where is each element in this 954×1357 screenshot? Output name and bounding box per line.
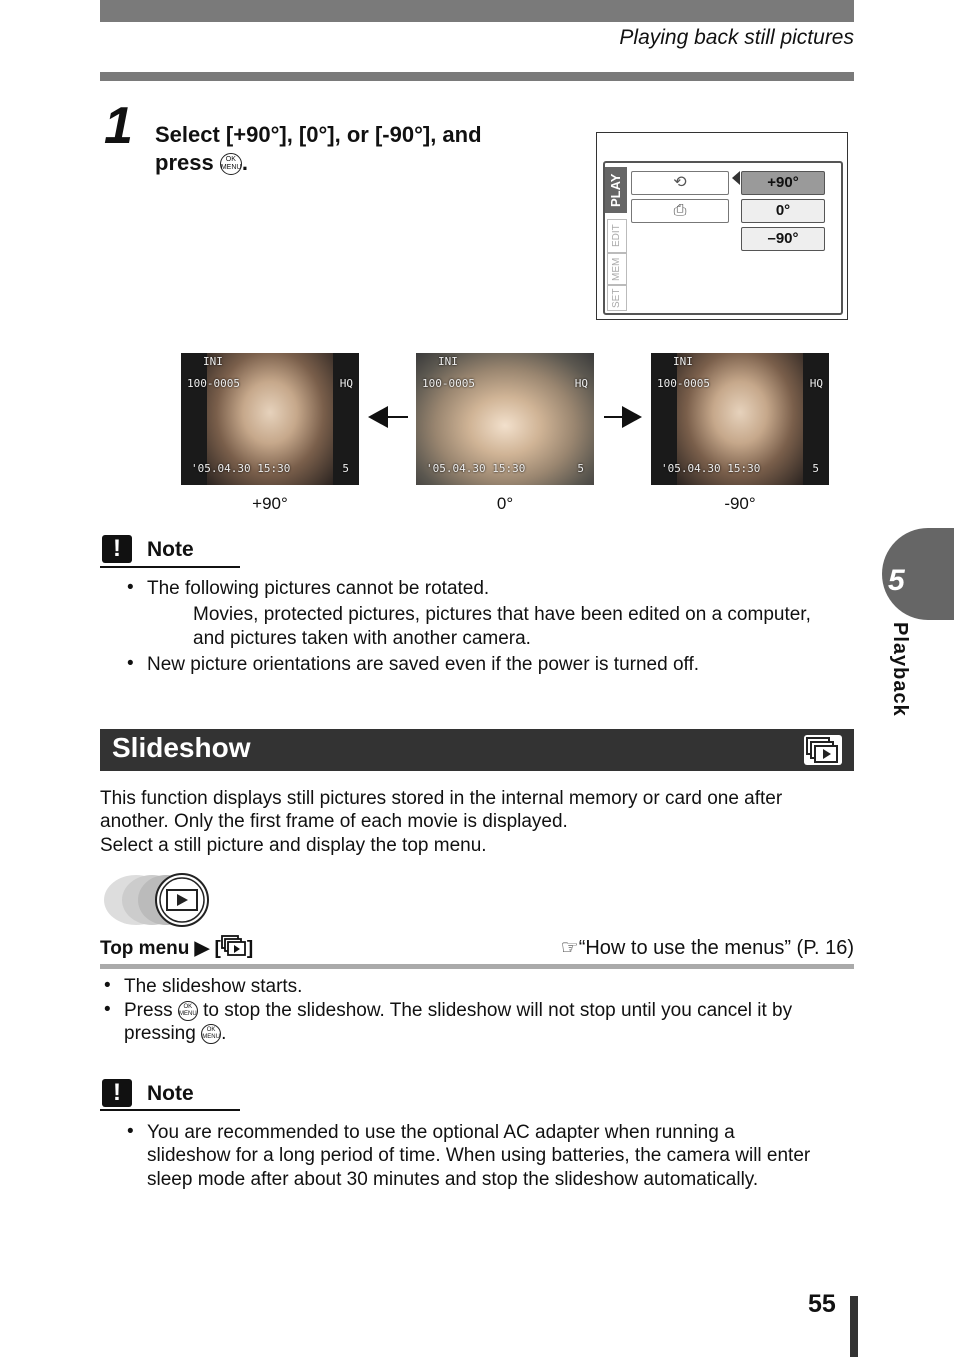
- note1-bullet1: The following pictures cannot be rotated.: [147, 578, 490, 599]
- menu-reference: ☞“How to use the menus” (P. 16): [560, 937, 854, 959]
- note-rule: [100, 1109, 240, 1111]
- option-plus90: +90°: [741, 171, 825, 195]
- note-rule: [100, 566, 240, 568]
- lcd-menu-panel: [603, 161, 843, 315]
- reference-hand-icon: ☞: [560, 937, 579, 959]
- lcd-tab-edit: EDIT: [607, 219, 627, 253]
- slideshow-step2-line2: pressing OK MENU.: [124, 1023, 227, 1044]
- lcd-tab-set: SET: [607, 285, 627, 311]
- slideshow-small-icon: [221, 935, 247, 963]
- step-text-line1: Select [+90°], [0°], or [-90°], and: [155, 122, 482, 147]
- lcd-tab-play: PLAY: [605, 167, 627, 213]
- running-head: Playing back still pictures: [619, 26, 854, 49]
- lcd-tab-mem: MEM: [607, 253, 627, 285]
- caption-minus90: -90°: [724, 494, 756, 513]
- step-text-press: press: [155, 150, 214, 175]
- ok-menu-button-icon: OK MENU: [201, 1024, 221, 1044]
- photo-minus90: INI 100-0005 HQ '05.04.30 15:30 5: [651, 353, 829, 485]
- arrow-right-small-icon: ▶: [194, 938, 210, 960]
- photo-plus90: INI 100-0005 HQ '05.04.30 15:30 5: [181, 353, 359, 485]
- step-instruction: Select [+90°], [0°], or [-90°], and press OK MENU.: [155, 122, 482, 175]
- slideshow-icon: [804, 735, 842, 765]
- note-exclamation-icon: !: [102, 1079, 132, 1107]
- photo-0: INI 100-0005 HQ '05.04.30 15:30 5: [416, 353, 594, 485]
- section-header: [100, 729, 854, 771]
- note1-bullet2: New picture orientations are saved even if the power is turned off.: [147, 654, 700, 675]
- ok-menu-button-icon: OK MENU: [178, 1001, 198, 1021]
- slideshow-step2: Press OK MENU to stop the slideshow. The slideshow will not stop until you cancel it by: [124, 1000, 793, 1021]
- option-0: 0°: [741, 199, 825, 223]
- step-number: 1: [104, 97, 133, 155]
- chapter-number: 5: [888, 564, 905, 597]
- arrow-right-icon: [622, 406, 642, 428]
- chapter-tab: [882, 528, 954, 620]
- note1-detail-line1: Movies, protected pictures, pictures that have been edited on a computer,: [193, 604, 811, 625]
- intro-line3: Select a still picture and display the top menu.: [100, 835, 487, 856]
- ok-menu-button-icon: OK MENU: [220, 153, 242, 175]
- slideshow-step1: The slideshow starts.: [124, 976, 303, 997]
- intro-line1: This function displays still pictures stored in the internal memory or card one after: [100, 788, 783, 809]
- intro-line2: another. Only the first frame of each movie is displayed.: [100, 811, 568, 832]
- section-title: Slideshow: [112, 732, 251, 763]
- note2-line3: sleep mode after about 30 minutes and stop the slideshow automatically.: [147, 1169, 759, 1190]
- note-title: Note: [147, 538, 194, 561]
- arrow-left-icon: [368, 406, 388, 428]
- playback-button-icon: [102, 873, 214, 927]
- header-bar: [100, 0, 854, 22]
- note2-line1: You are recommended to use the optional AC adapter when running a: [147, 1122, 735, 1143]
- note-title: Note: [147, 1082, 194, 1105]
- note1-detail-line2: and pictures taken with another camera.: [193, 628, 531, 649]
- option-minus90: –90°: [741, 227, 825, 251]
- lcd-menu-screen: [596, 132, 848, 320]
- chapter-label: Playback: [889, 622, 911, 717]
- menu-path-rule: [100, 964, 854, 969]
- arrow-left-shaft: [386, 416, 408, 418]
- note2-line2: slideshow for a long period of time. When using batteries, the camera will enter: [147, 1145, 811, 1166]
- note-exclamation-icon: !: [102, 535, 132, 563]
- header-rule: [100, 72, 854, 81]
- menu-path: Top menu ▶ [ ]: [100, 935, 253, 963]
- caption-plus90: +90°: [252, 494, 288, 513]
- lcd-menu-tabs: [605, 163, 629, 313]
- page-number-bar: [850, 1296, 858, 1357]
- print-icon: ⎙: [631, 199, 729, 223]
- cursor-arrow-icon: [732, 171, 740, 185]
- rotate-icon: ⟲: [631, 171, 729, 195]
- page-number: 55: [808, 1290, 836, 1318]
- caption-0: 0°: [496, 494, 514, 513]
